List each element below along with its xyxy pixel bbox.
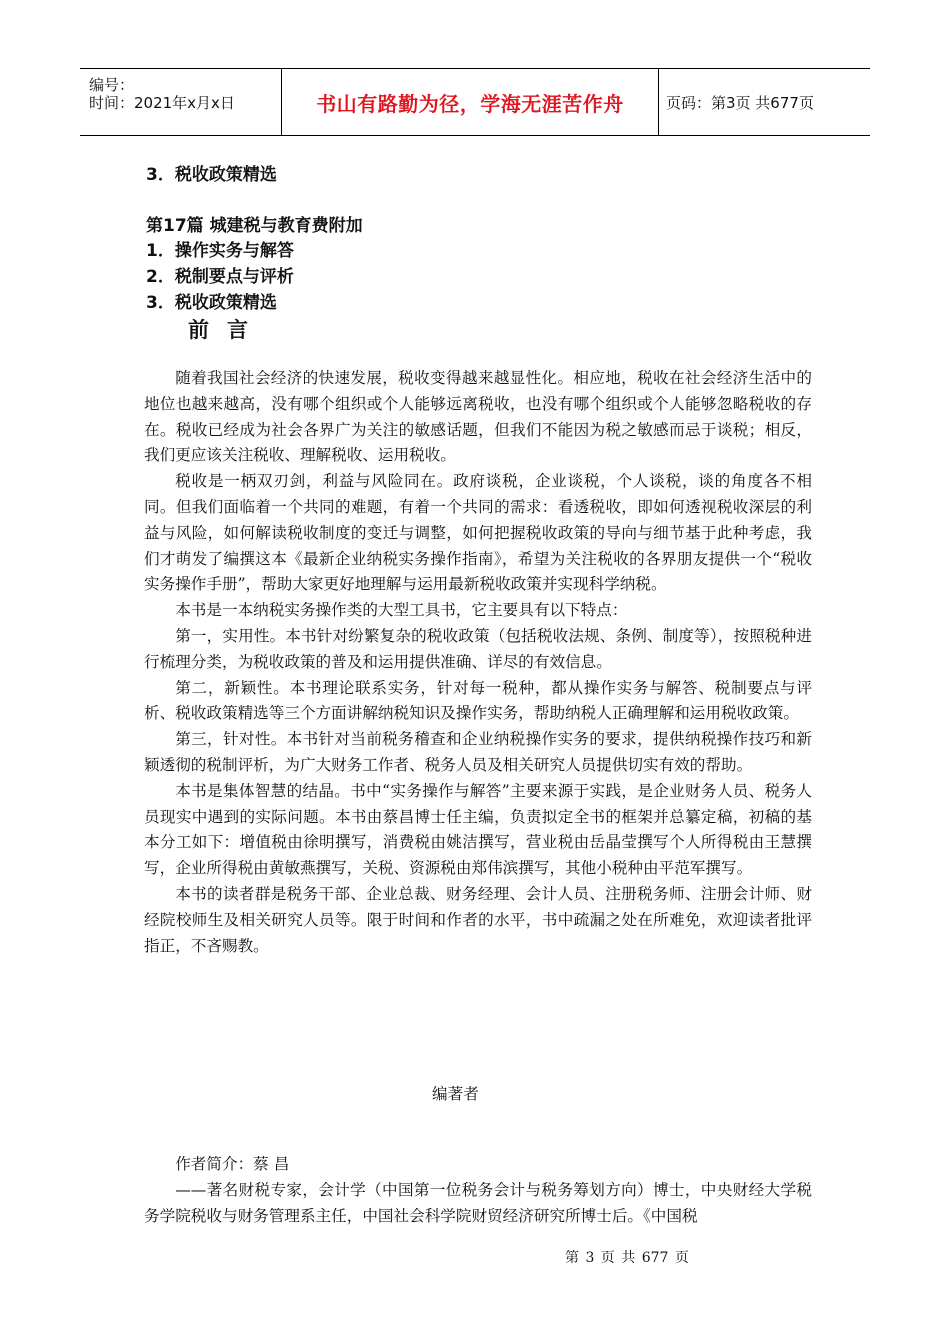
preface-paragraph: 第二，新颖性。本书理论联系实务，针对每一税种，都从操作实务与解答、税制要点与评析、税收政策精选等三个方面讲解纳税知识及操作实务，帮助纳税人正确理解和运用税收政策。 [144,678,812,723]
preface-paragraph: 本书是一本纳税实务操作类的大型工具书，它主要具有以下特点： [175,601,628,620]
preface-paragraph: 本书的读者群是税务干部、企业总裁、财务经理、会计人员、注册税务师、注册会计师、财经院校师生及相关研究人员等。限于时间和作者的水平，书中疏漏之处在所难免，欢迎读者批评指正，不吝赐教。 [144,884,812,955]
preface-signature: 编著者 [432,1085,479,1103]
page-footer: 第 3 页 共 677 页 [565,1250,689,1266]
author-bio: ——著名财税专家，会计学（中国第一位税务会计与税务筹划方向）博士，中央财经大学税务学院税收与财务管理系主任，中国社会科学院财贸经济研究所博士后。《中国税 [144,1180,812,1225]
toc-item: 3．税收政策精选 [146,293,277,313]
page-header [80,68,870,136]
preface-title: 前言 [188,318,266,342]
preface-paragraph: 税收是一柄双刃剑，利益与风险同在。政府谈税，企业谈税，个人谈税，谈的角度各不相同。但我们面临着一个共同的难题，有着一个共同的需求：看透税收，即如何透视税收深层的利益与风险，如何解读税收制度的变迁与调整，如何把握税收政策的导向与细节基于此种考虑，我们才萌发了编撰这本《最新企业纳税实务操作指南》，希望为关注税收的各界朋友提供一个“税收实务操作手册”，帮助大家更好地理解与运用最新税收政策并实现科学纳税。 [144,472,812,594]
preface-body [144,366,812,959]
header-page-info: 页码：第3页 共677页 [666,93,814,112]
toc-item: 1．操作实务与解答 [146,241,294,261]
toc-chapter-title: 第17篇 城建税与教育费附加 [146,216,363,236]
preface-paragraph: 第一，实用性。本书针对纷繁复杂的税收政策（包括税收法规、条例、制度等），按照税种进行梳理分类，为税收政策的普及和运用提供准确、详尽的有效信息。 [144,626,812,671]
header-date-label: 时间：2021年x月x日 [89,94,235,112]
author-intro: 作者简介：蔡 昌 [175,1155,290,1173]
header-number-label: 编号： [89,76,135,94]
toc-item: 2．税制要点与评析 [146,267,294,287]
preface-paragraph: 第三，针对性。本书针对当前税务稽查和企业纳税操作实务的要求，提供纳税操作技巧和新颖透彻的税制评析，为广大财务工作者、税务人员及相关研究人员提供切实有效的帮助。 [144,730,812,774]
toc-item: 3．税收政策精选 [146,165,277,185]
header-meta [80,69,282,135]
preface-paragraph: 随着我国社会经济的快速发展，税收变得越来越显性化。相应地，税收在社会经济生活中的地位也越来越高，没有哪个组织或个人能够远离税收，也没有哪个组织或个人能够忽略税收的存在。税收已经成为社会各界广为关注的敏感话题，但我们不能因为税之敏感而忌于谈税；相反，我们更应该关注税收、理解税收、运用税收。 [144,369,812,465]
author-section [144,1152,812,1229]
preface-paragraph: 本书是集体智慧的结晶。书中“实务操作与解答”主要来源于实践，是企业财务人员、税务人员现实中遇到的实际问题。本书由蔡昌博士任主编，负责拟定全书的框架并总纂定稿，初稿的基本分工如下：增值税由徐明撰写，消费税由姚洁撰写，营业税由岳晶莹撰写个人所得税由王慧撰写，企业所得税由黄敏燕撰写，关税、资源税由郑伟滨撰写，其他小税种由平范军撰写。 [144,781,812,878]
header-motto: 书山有路勤为径，学海无涯苦作舟 [282,69,659,135]
